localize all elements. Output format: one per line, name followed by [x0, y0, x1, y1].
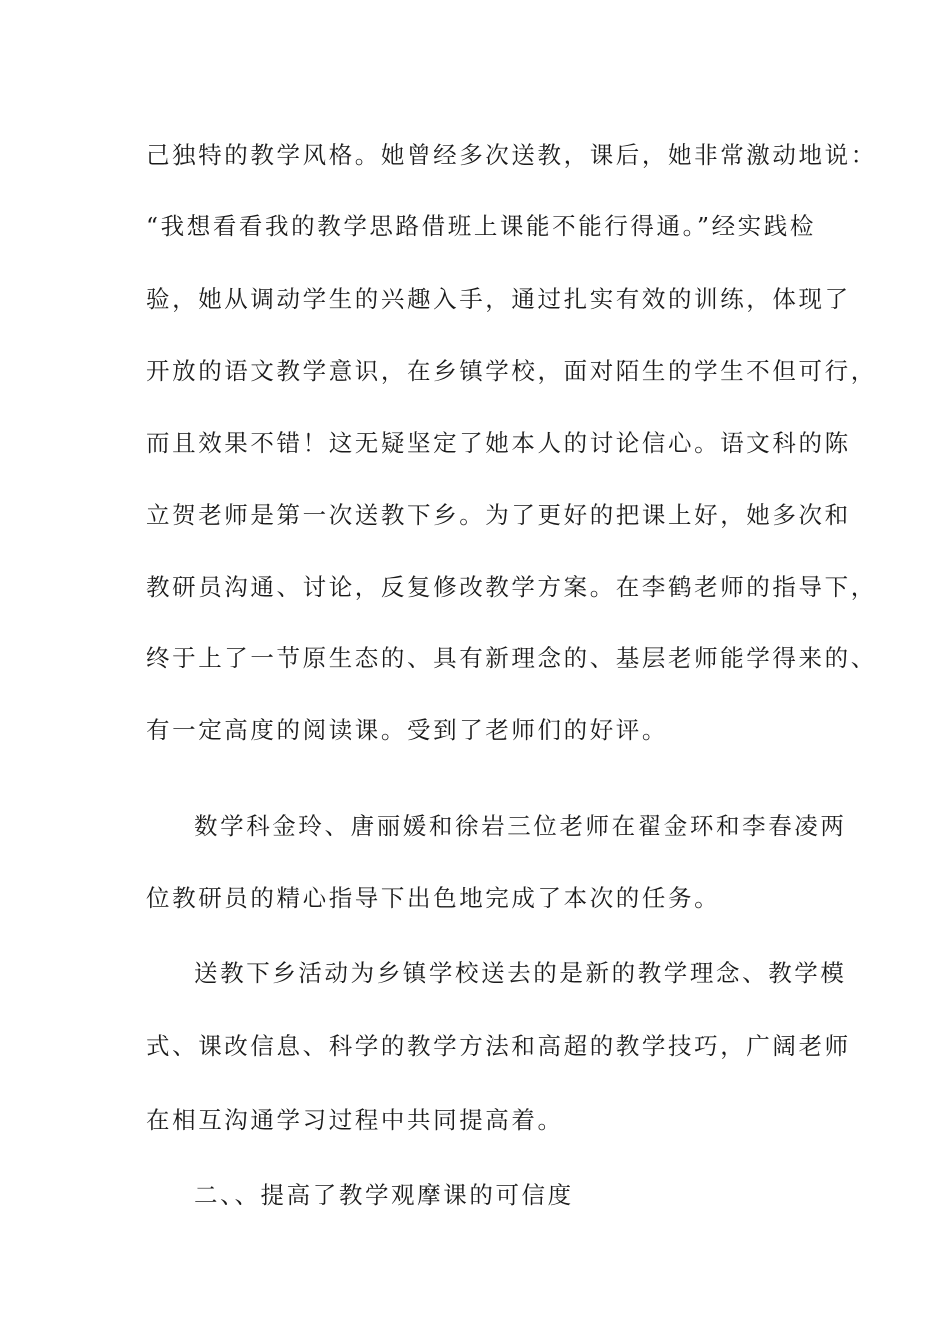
text-line: 教研员沟通、讨论，反复修改教学方案。在李鹤老师的指导下， [146, 573, 877, 601]
text-line: 式、课改信息、科学的教学方法和高超的教学技巧，广阔老师 [146, 1032, 851, 1060]
text-line: 验，她从调动学生的兴趣入手，通过扎实有效的训练，体现了 [146, 285, 851, 313]
text-line: 位教研员的精心指导下出色地完成了本次的任务。 [146, 884, 721, 912]
text-line: 有一定高度的阅读课。受到了老师们的好评。 [146, 716, 668, 744]
text-line: 己独特的教学风格。她曾经多次送教，课后，她非常激动地说： [146, 141, 877, 169]
text-line: 而且效果不错！这无疑坚定了她本人的讨论信心。语文科的陈 [146, 429, 851, 457]
text-line: 在相互沟通学习过程中共同提高着。 [146, 1106, 564, 1134]
paragraph-start-line: 数学科金玲、唐丽媛和徐岩三位老师在翟金环和李春凌两 [194, 812, 847, 840]
paragraph-start-line: 送教下乡活动为乡镇学校送去的是新的教学理念、教学模 [194, 959, 847, 987]
text-line: 立贺老师是第一次送教下乡。为了更好的把课上好，她多次和 [146, 501, 851, 529]
section-heading: 二、、提高了教学观摩课的可信度 [194, 1181, 574, 1209]
text-line: 开放的语文教学意识，在乡镇学校，面对陌生的学生不但可行， [146, 357, 877, 385]
text-line: 终于上了一节原生态的、具有新理念的、基层老师能学得来的、 [146, 644, 877, 672]
text-line: “我想看看我的教学思路借班上课能不能行得通。”经实践检 [146, 212, 816, 240]
